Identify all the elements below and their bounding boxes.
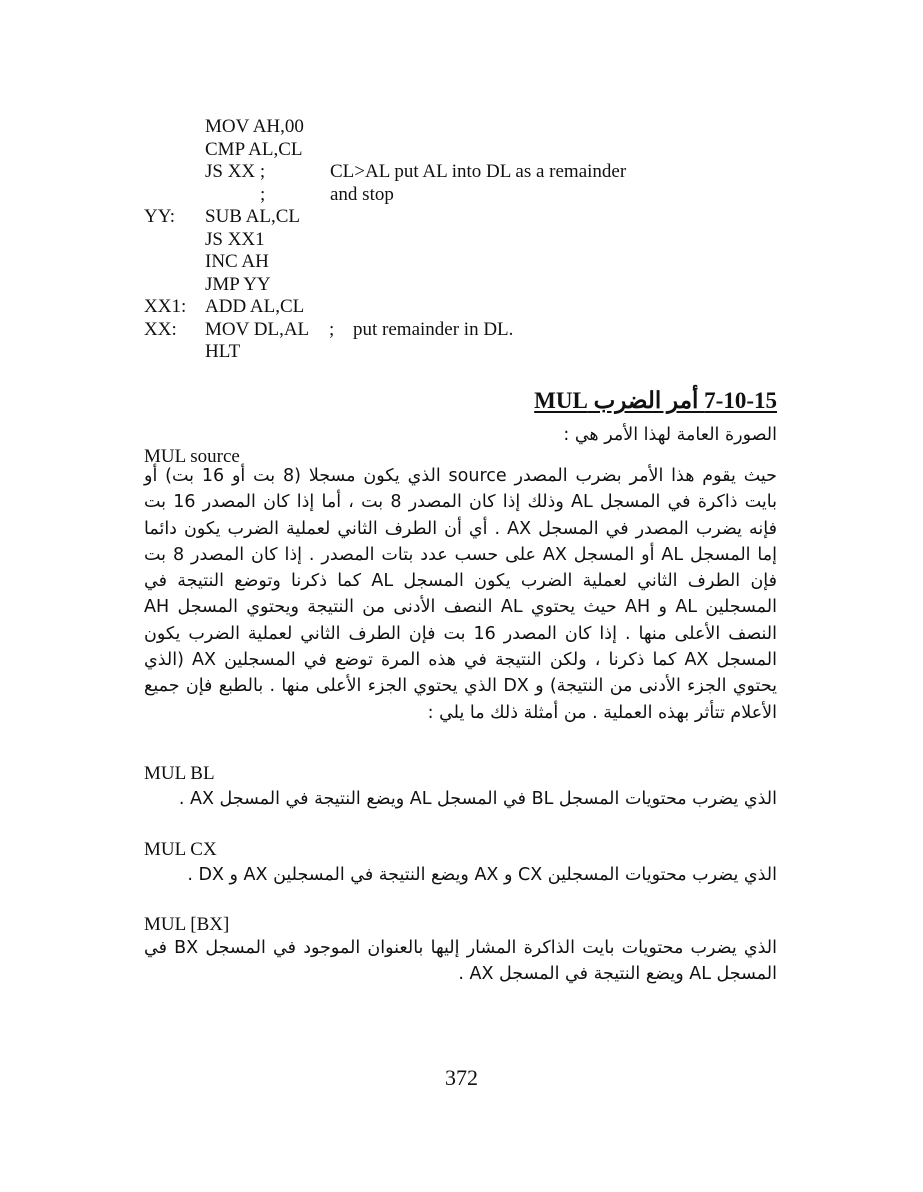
code-instruction: CMP AL,CL — [205, 138, 303, 160]
example-code: MUL CX — [144, 839, 217, 860]
code-instruction: ADD AL,CL — [205, 296, 305, 317]
section-heading: 7-10-15 أمر الضرب MUL — [534, 388, 777, 413]
code-label: XX: — [144, 318, 177, 340]
code-instruction: HLT — [205, 341, 241, 362]
body-paragraph: حيث يقوم هذا الأمر بضرب المصدر source الذي يكون مسجلا (8 بت أو 16 بت) أو بايت ذاكرة في المسجل AL وذلك إذا كان المصدر 8 بت ، أما إذا كان المصدر 16 بت فإنه يضرب المصدر في المسجل AX . أي أن الطرف الثاني لعملية الضرب يكون دائما إما المسجل AL أو المسجل AX على حسب عدد بتات المصدر . إذا كان المصدر 8 بت فإن الطرف الثاني لعملية الضرب يكون المسجل AL كما ذكرنا وتوضع النتيجة في المسجلين AL و AH حيث يحتوي AL النصف الأدنى من النتيجة ويحتوي المسجل AH النصف الأعلى منها . إذا كان المصدر 16 بت فإن الطرف الثاني لعملية الضرب يكون المسجل AX كما ذكرنا ، ولكن النتيجة في هذه المرة توضع في المسجلين AX (الذي يحتوي الجزء الأدنى من النتيجة) و DX الذي يحتوي الجزء الأعلى منها . بالطبع فإن جميع الأعلام تتأثر بهذه العملية . من أمثلة ذلك ما يلي : — [144, 466, 778, 723]
code-instruction: MOV AH,00 — [205, 116, 304, 137]
code-semicolon: ; — [329, 318, 335, 340]
code-instruction: JS XX1 — [205, 228, 265, 250]
code-comment: and stop — [330, 183, 394, 205]
code-semicolon: ; — [260, 183, 266, 205]
example-code: MUL BL — [144, 763, 215, 784]
code-label: YY: — [144, 206, 175, 227]
example-description: الذي يضرب محتويات المسجلين CX و AX ويضع النتيجة في المسجلين AX و DX . — [187, 865, 777, 885]
code-instruction: JMP YY — [205, 273, 271, 295]
code-instruction: JS XX ; — [205, 161, 266, 182]
code-label: XX1: — [144, 296, 187, 317]
example-code: MUL [BX] — [144, 914, 230, 935]
code-instruction: SUB AL,CL — [205, 206, 301, 227]
code-comment: CL>AL put AL into DL as a remainder — [330, 161, 627, 182]
code-instruction: MOV DL,AL — [205, 318, 310, 340]
page-number: 372 — [445, 1065, 478, 1090]
section-intro: الصورة العامة لهذا الأمر هي : — [563, 425, 777, 445]
code-comment: put remainder in DL. — [353, 318, 514, 340]
example-description: الذي يضرب محتويات بايت الذاكرة المشار إليها بالعنوان الموجود في المسجل BX في المسجل AL ويضع النتيجة في المسجل AX . — [144, 938, 777, 985]
example-description: الذي يضرب محتويات المسجل BL في المسجل AL ويضع النتيجة في المسجل AX . — [178, 789, 777, 809]
syntax-line: MUL source — [144, 446, 240, 467]
code-instruction: INC AH — [205, 251, 269, 272]
